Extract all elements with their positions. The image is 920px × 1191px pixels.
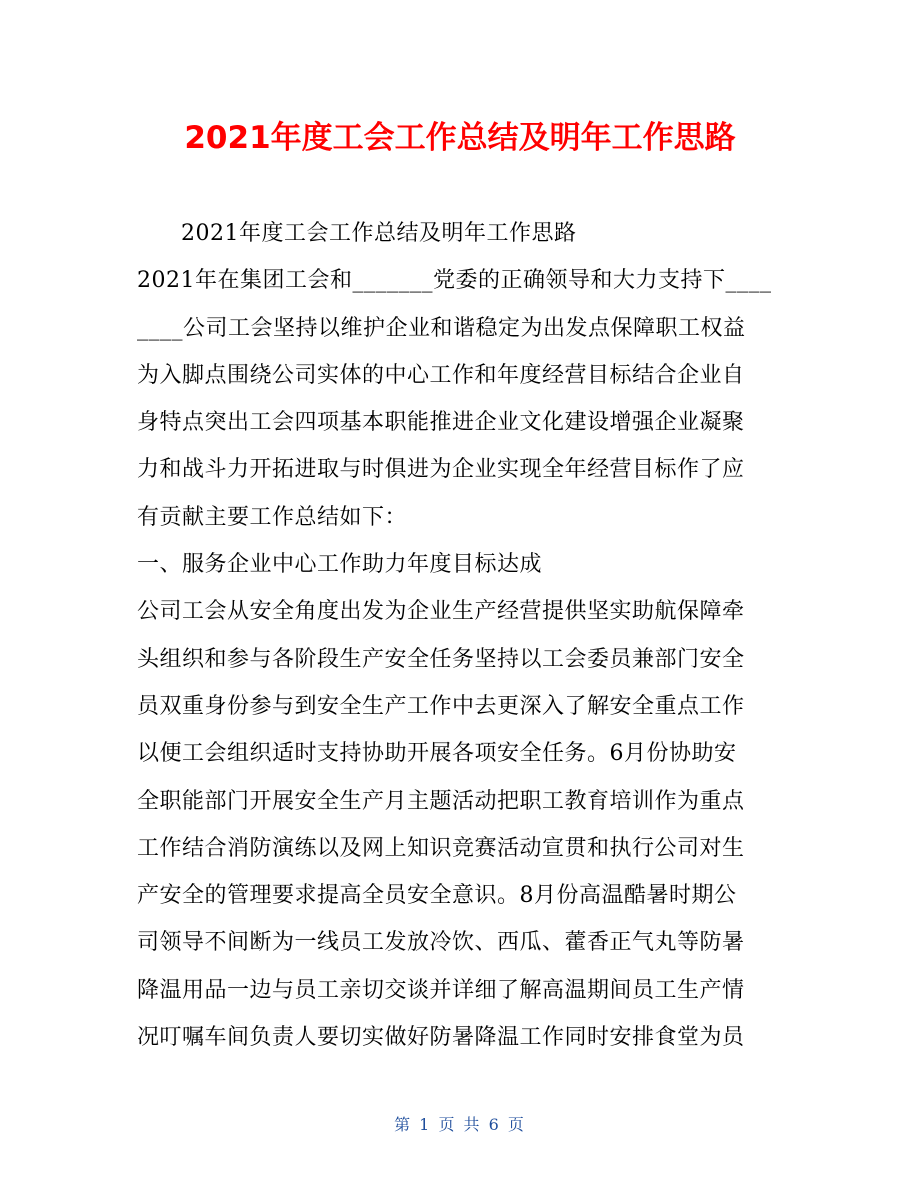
body-line: 况叮嘱车间负责人要切实做好防暑降温工作同时安排食堂为员 xyxy=(137,1025,745,1051)
body-line: 身特点突出工会四项基本职能推进企业文化建设增强企业凝聚 xyxy=(137,410,745,436)
document-body xyxy=(137,210,789,1061)
body-line: 以便工会组织适时支持协助开展各项安全任务。6月份协助安 xyxy=(137,741,737,767)
section-heading: 一、服务企业中心工作助力年度目标达成 xyxy=(137,552,543,578)
body-line: 全职能部门开展安全生产月主题活动把职工教育培训作为重点 xyxy=(137,788,745,814)
body-line: 员双重身份参与到安全生产工作中去更深入了解安全重点工作 xyxy=(137,693,745,719)
body-line: 有贡献主要工作总结如下： xyxy=(137,504,408,530)
document-title: 2021年度工会工作总结及明年工作思路 xyxy=(184,120,736,156)
body-line: 力和战斗力开拓进取与时俱进为企业实现全年经营目标作了应 xyxy=(137,457,745,483)
body-line: 降温用品一边与员工亲切交谈并详细了解高温期间员工生产情 xyxy=(137,977,745,1003)
body-line: 2021年在集团工会和_______党委的正确领导和大力支持下____ xyxy=(137,268,772,294)
page-footer: 第 1 页 共 6 页 xyxy=(394,1115,526,1134)
body-line: 头组织和参与各阶段生产安全任务坚持以工会委员兼部门安全 xyxy=(137,646,745,672)
body-line: 为入脚点围绕公司实体的中心工作和年度经营目标结合企业自 xyxy=(137,362,745,388)
body-line: 工作结合消防演练以及网上知识竞赛活动宣贯和执行公司对生 xyxy=(137,835,745,861)
body-line: 司领导不间断为一线员工发放冷饮、西瓜、藿香正气丸等防暑 xyxy=(137,930,745,956)
body-line: ____公司工会坚持以维护企业和谐稳定为出发点保障职工权益 xyxy=(137,315,746,341)
body-line: 产安全的管理要求提高全员安全意识。8月份高温酷暑时期公 xyxy=(137,883,737,909)
body-line: 公司工会从安全角度出发为企业生产经营提供坚实助航保障牵 xyxy=(137,599,745,625)
body-line-subtitle: 2021年度工会工作总结及明年工作思路 xyxy=(181,221,577,246)
